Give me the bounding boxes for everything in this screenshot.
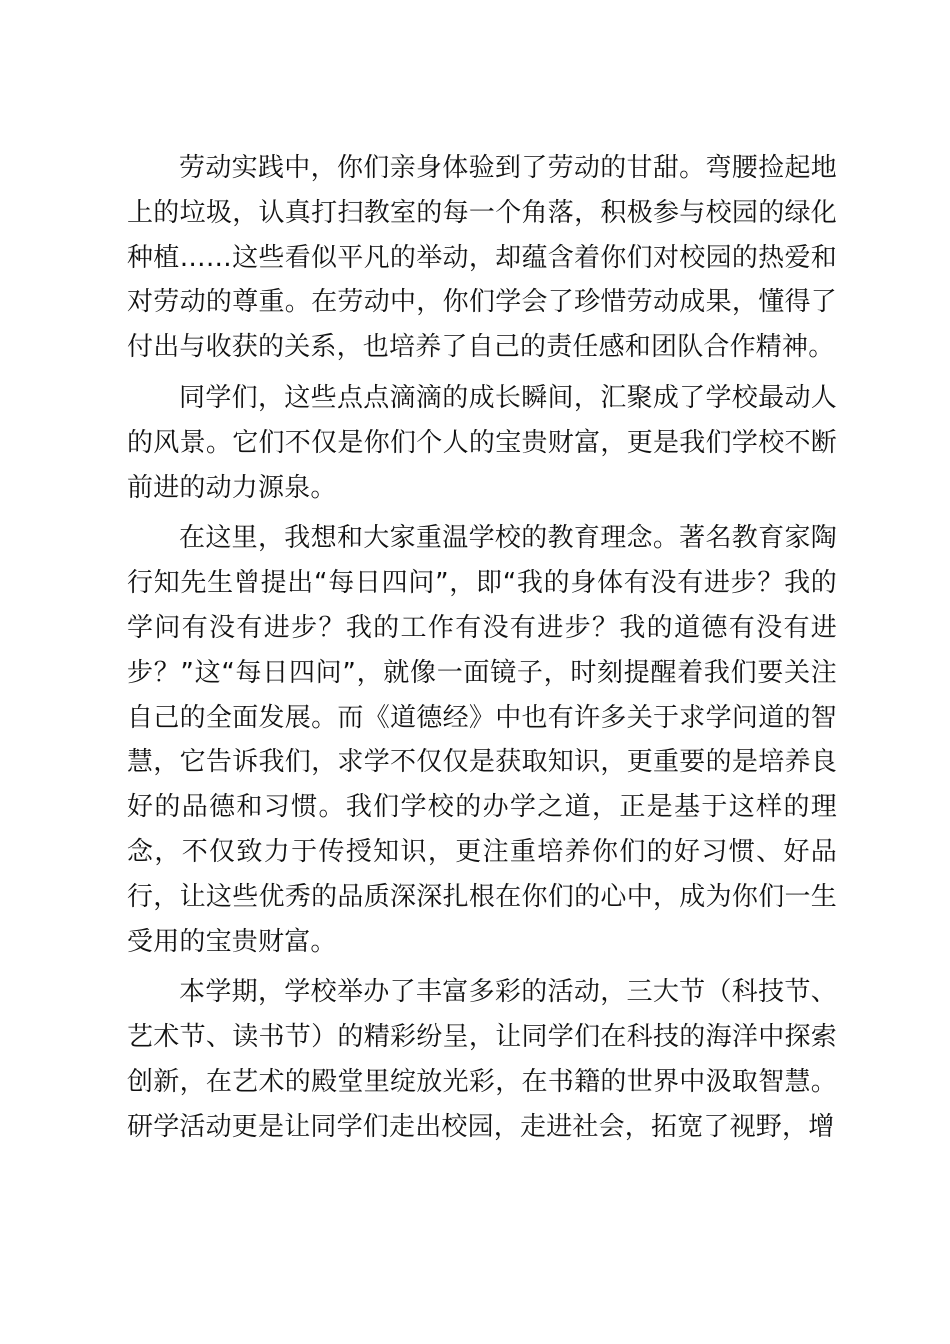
paragraph-labor-practice: 劳动实践中，你们亲身体验到了劳动的甘甜。弯腰捡起地上的垃圾，认真打扫教室的每一个角落，积极参与校园的绿化种植……这些看似平凡的举动，却蕴含着你们对校园的热爱和对劳动的尊重。在劳动中，你们学会了珍惜劳动成果，懂得了付出与收获的关系，也培养了自己的责任感和团队合作精神。: [127, 153, 837, 363]
paragraph-growth-moments: 同学们，这些点点滴滴的成长瞬间，汇聚成了学校最动人的风景。它们不仅是你们个人的宝贵财富，更是我们学校不断前进的动力源泉。: [127, 382, 837, 503]
paragraph-education-philosophy: 在这里，我想和大家重温学校的教育理念。著名教育家陶行知先生曾提出“每日四问”，即“我的身体有没有进步？我的学问有没有进步？我的工作有没有进步？我的道德有没有进步？”这“每日四问”，就像一面镜子，时刻提醒着我们要关注自己的全面发展。而《道德经》中也有许多关于求学问道的智慧，它告诉我们，求学不仅仅是获取知识，更重要的是培养良好的品德和习惯。我们学校的办学之道，正是基于这样的理念，不仅致力于传授知识，更注重培养你们的好习惯、好品行，让这些优秀的品质深深扎根在你们的心中，成为你们一生受用的宝贵财富。: [127, 523, 837, 957]
paragraph-semester-activities: 本学期，学校举办了丰富多彩的活动，三大节（科技节、艺术节、读书节）的精彩纷呈，让同学们在科技的海洋中探索创新，在艺术的殿堂里绽放光彩，在书籍的世界中汲取智慧。研学活动更是让同学们走出校园，走进社会，拓宽了视野，增: [127, 977, 837, 1142]
document-body: [127, 146, 837, 1156]
